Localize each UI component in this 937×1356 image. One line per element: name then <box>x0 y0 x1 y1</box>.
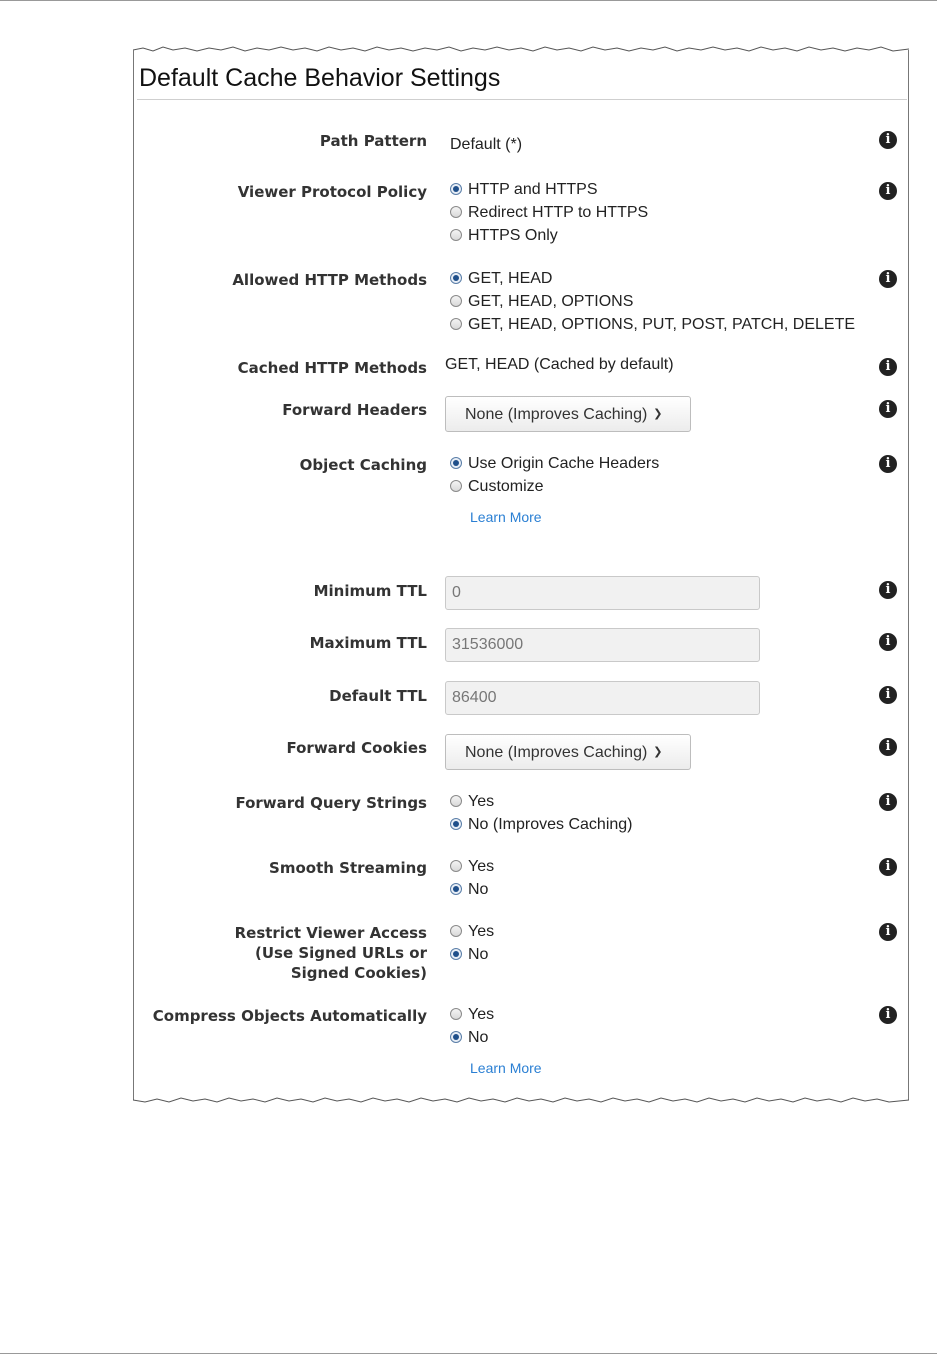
maximum-ttl-label: Maximum TTL <box>309 634 427 652</box>
radio-selected-icon[interactable] <box>450 183 462 195</box>
restrict-viewer-access-radio-group <box>450 920 494 966</box>
forward-query-strings-radio-group <box>450 790 633 836</box>
radio-unselected-icon[interactable] <box>450 925 462 937</box>
radio-unselected-icon[interactable] <box>450 860 462 872</box>
allowed-methods-option-get-head-options[interactable]: GET, HEAD, OPTIONS <box>450 290 855 313</box>
forward-cookies-dropdown[interactable]: None (Improves Caching) ❯ <box>445 734 691 770</box>
maximum-ttl-input[interactable] <box>445 628 760 662</box>
smooth-streaming-option-no[interactable]: No <box>450 878 494 901</box>
viewer-protocol-label: Viewer Protocol Policy <box>237 183 427 201</box>
radio-selected-icon[interactable] <box>450 818 462 830</box>
panel-right-edge <box>908 50 909 1100</box>
minimum-ttl-label: Minimum TTL <box>313 582 427 600</box>
smooth-streaming-label: Smooth Streaming <box>269 859 427 877</box>
restrict-viewer-access-label: Restrict Viewer Access (Use Signed URLs or Signed Cookies) <box>234 924 427 982</box>
default-ttl-input[interactable] <box>445 681 760 715</box>
object-caching-learn-more-link[interactable]: Learn More <box>470 509 542 525</box>
radio-unselected-icon[interactable] <box>450 229 462 241</box>
info-icon[interactable]: i <box>879 923 897 941</box>
forward-query-strings-option-yes[interactable]: Yes <box>450 790 633 813</box>
forward-cookies-label: Forward Cookies <box>286 739 427 757</box>
radio-unselected-icon[interactable] <box>450 1008 462 1020</box>
restrict-viewer-access-option-yes[interactable]: Yes <box>450 920 494 943</box>
viewer-protocol-radio-group <box>450 178 648 247</box>
radio-selected-icon[interactable] <box>450 457 462 469</box>
cached-methods-value: GET, HEAD (Cached by default) <box>445 356 674 373</box>
info-icon[interactable]: i <box>879 131 897 149</box>
radio-unselected-icon[interactable] <box>450 206 462 218</box>
restrict-viewer-access-option-no[interactable]: No <box>450 943 494 966</box>
torn-edge-top <box>133 44 909 56</box>
info-icon[interactable]: i <box>879 400 897 418</box>
cached-methods-label: Cached HTTP Methods <box>237 359 427 377</box>
info-icon[interactable]: i <box>879 581 897 599</box>
allowed-methods-radio-group <box>450 267 855 336</box>
torn-edge-bottom <box>133 1094 909 1106</box>
compress-objects-learn-more-link[interactable]: Learn More <box>470 1060 542 1076</box>
chevron-down-icon: ❯ <box>653 408 663 420</box>
info-icon[interactable]: i <box>879 686 897 704</box>
smooth-streaming-radio-group <box>450 855 494 901</box>
forward-query-strings-label: Forward Query Strings <box>235 794 427 812</box>
radio-selected-icon[interactable] <box>450 272 462 284</box>
object-caching-option-customize[interactable]: Customize <box>450 475 659 498</box>
forward-headers-dropdown[interactable]: None (Improves Caching) ❯ <box>445 396 691 432</box>
forward-headers-label: Forward Headers <box>282 401 427 419</box>
info-icon[interactable]: i <box>879 358 897 376</box>
info-icon[interactable]: i <box>879 633 897 651</box>
radio-selected-icon[interactable] <box>450 948 462 960</box>
info-icon[interactable]: i <box>879 793 897 811</box>
info-icon[interactable]: i <box>879 182 897 200</box>
compress-objects-option-yes[interactable]: Yes <box>450 1003 542 1026</box>
path-pattern-value: Default (*) <box>450 136 523 153</box>
radio-unselected-icon[interactable] <box>450 318 462 330</box>
radio-selected-icon[interactable] <box>450 883 462 895</box>
viewer-protocol-option-https-only[interactable]: HTTPS Only <box>450 224 648 247</box>
compress-objects-label: Compress Objects Automatically <box>152 1007 427 1025</box>
viewer-protocol-option-redirect[interactable]: Redirect HTTP to HTTPS <box>450 201 648 224</box>
forward-query-strings-option-no[interactable]: No (Improves Caching) <box>450 813 633 836</box>
minimum-ttl-input[interactable] <box>445 576 760 610</box>
page-bottom-rule <box>0 1353 937 1354</box>
chevron-down-icon: ❯ <box>653 746 663 758</box>
object-caching-radio-group <box>450 452 659 529</box>
object-caching-option-origin-headers[interactable]: Use Origin Cache Headers <box>450 452 659 475</box>
allowed-methods-label: Allowed HTTP Methods <box>232 271 427 289</box>
info-icon[interactable]: i <box>879 858 897 876</box>
radio-unselected-icon[interactable] <box>450 295 462 307</box>
title-divider <box>137 99 907 100</box>
compress-objects-option-no[interactable]: No <box>450 1026 542 1049</box>
default-ttl-label: Default TTL <box>329 687 427 705</box>
allowed-methods-option-get-head[interactable]: GET, HEAD <box>450 267 855 290</box>
radio-unselected-icon[interactable] <box>450 480 462 492</box>
page-top-rule <box>0 0 937 1</box>
path-pattern-label: Path Pattern <box>319 132 427 150</box>
radio-unselected-icon[interactable] <box>450 795 462 807</box>
panel-title: Default Cache Behavior Settings <box>139 64 501 92</box>
radio-selected-icon[interactable] <box>450 1031 462 1043</box>
object-caching-label: Object Caching <box>299 456 427 474</box>
info-icon[interactable]: i <box>879 738 897 756</box>
allowed-methods-option-all[interactable]: GET, HEAD, OPTIONS, PUT, POST, PATCH, DELETE <box>450 313 855 336</box>
viewer-protocol-option-http-https[interactable]: HTTP and HTTPS <box>450 178 648 201</box>
info-icon[interactable]: i <box>879 270 897 288</box>
smooth-streaming-option-yes[interactable]: Yes <box>450 855 494 878</box>
info-icon[interactable]: i <box>879 1006 897 1024</box>
compress-objects-radio-group <box>450 1003 542 1080</box>
info-icon[interactable]: i <box>879 455 897 473</box>
